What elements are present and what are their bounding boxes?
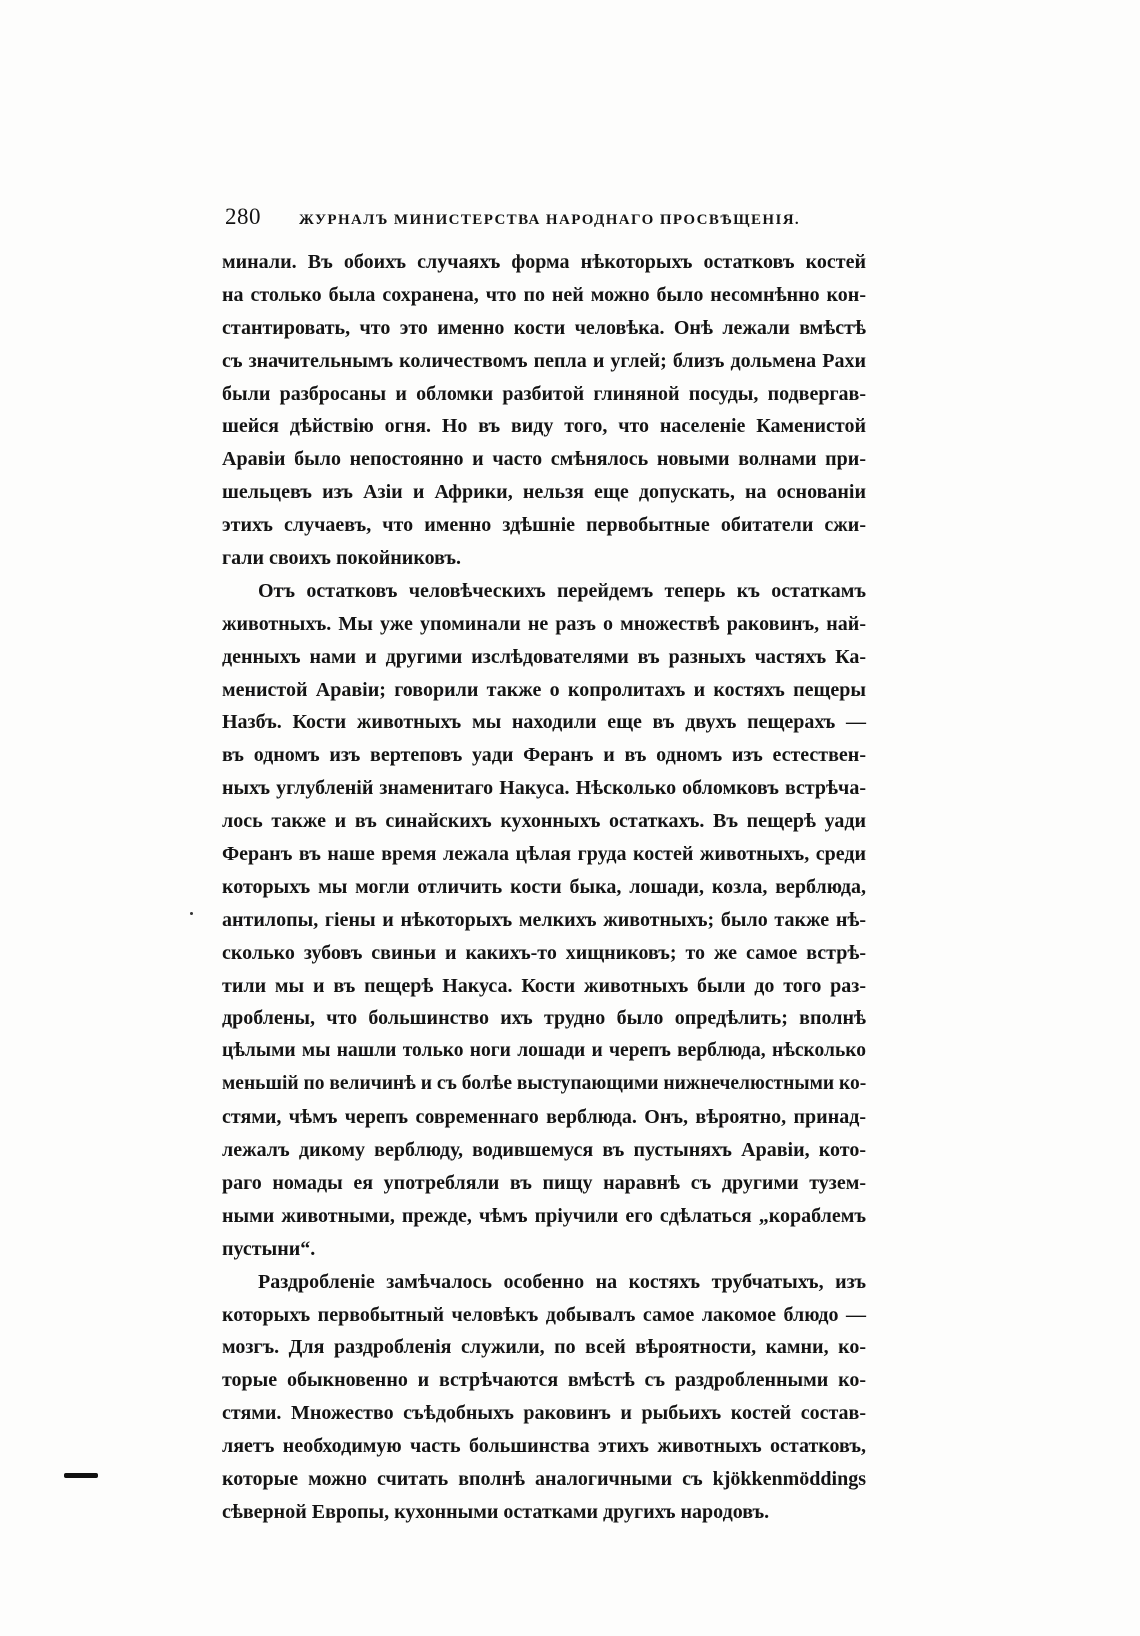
journal-title: ЖУРНАЛЪ МИНИСТЕРСТВА НАРОДНАГО ПРОСВѢЩЕНІЯ. bbox=[299, 212, 801, 228]
text-line: которыхъ первобытный человѣкъ добывалъ самое лакомое блюдо — bbox=[222, 1303, 866, 1326]
text-line: шейся дѣйствію огня. Но въ виду того, что населеніе Каменистой bbox=[222, 415, 866, 438]
text-line: минали. Въ обоихъ случаяхъ форма нѣкоторыхъ остатковъ костей bbox=[222, 251, 866, 273]
paragraph bbox=[222, 246, 866, 575]
text-line: которыхъ мы могли отличить кости быка, лошади, козла, верблюда, bbox=[222, 875, 866, 898]
text-line: меньшій по величинѣ и съ болѣе выступающими нижнечелюстными ко- bbox=[222, 1073, 867, 1095]
text-line: съ значительнымъ количествомъ пепла и углей; близъ дольмена Рахи bbox=[222, 349, 866, 372]
text-line: Феранъ въ наше время лежала цѣлая груда костей животныхъ, среди bbox=[222, 843, 866, 866]
text-line: животныхъ. Мы уже упоминали не разъ о множествѣ раковинъ, най- bbox=[222, 612, 866, 635]
text-line: раго номады ея употребляли въ пищу наравнѣ съ другими тузем- bbox=[222, 1171, 866, 1194]
margin-dash-mark bbox=[64, 1473, 98, 1478]
text-line: пустыни“. bbox=[222, 1237, 316, 1260]
text-line: Раздробленіе замѣчалось особенно на костяхъ трубчатыхъ, изъ bbox=[258, 1270, 866, 1293]
text-line: сѣверной Европы, кухонными остатками другихъ народовъ. bbox=[222, 1500, 770, 1523]
text-line: этихъ случаевъ, что именно здѣшніе первобытные обитатели сжи- bbox=[222, 514, 866, 537]
text-line: ныхъ углубленій знаменитаго Накуса. Нѣсколько обломковъ встрѣча- bbox=[222, 777, 866, 800]
text-line: стями, чѣмъ черепъ современнаго верблюда. Онъ, вѣроятно, принад- bbox=[222, 1106, 866, 1129]
text-line: на столько была сохранена, что по ней можно было несомнѣнно кон- bbox=[222, 283, 866, 306]
page-number: 280 bbox=[225, 204, 261, 229]
text-line: торые обыкновенно и встрѣчаются вмѣстѣ съ раздробленными ко- bbox=[222, 1369, 866, 1392]
body-text bbox=[222, 246, 866, 1529]
text-line: денныхъ нами и другими изслѣдователями въ разныхъ частяхъ Ка- bbox=[222, 645, 866, 668]
text-line: Отъ остатковъ человѣческихъ перейдемъ теперь къ остаткамъ bbox=[258, 579, 866, 602]
text-line: сколько зубовъ свиньи и какихъ-то хищниковъ; то же самое встрѣ- bbox=[222, 941, 866, 964]
text-line: которые можно считать вполнѣ аналогичными съ kjökkenmöddings bbox=[222, 1467, 866, 1490]
text-line: шельцевъ изъ Азіи и Африки, нельзя еще допускать, на основаніи bbox=[222, 481, 866, 504]
text-line: мозгъ. Для раздробленія служили, по всей вѣроятности, камни, ко- bbox=[222, 1336, 866, 1359]
text-line: тили мы и въ пещерѣ Накуса. Кости животныхъ были до того раз- bbox=[222, 974, 866, 997]
text-line: ными животными, прежде, чѣмъ пріучили его сдѣлаться „кораблемъ bbox=[222, 1204, 866, 1227]
text-line: дроблены, что большинство ихъ трудно было опредѣлить; вполнѣ bbox=[222, 1007, 866, 1030]
paragraph bbox=[222, 1266, 866, 1529]
text-line: антилопы, гіены и нѣкоторыхъ мелкихъ животныхъ; было также нѣ- bbox=[222, 908, 866, 931]
text-line: стантировать, что это именно кости человѣка. Онѣ лежали вмѣстѣ bbox=[222, 316, 866, 339]
text-line: лось также и въ синайскихъ кухонныхъ остаткахъ. Въ пещерѣ уади bbox=[222, 810, 866, 833]
text-line: лежалъ дикому верблюду, водившемуся въ пустыняхъ Аравіи, кото- bbox=[222, 1139, 866, 1162]
text-line: въ одномъ изъ вертеповъ уади Феранъ и въ одномъ изъ естествен- bbox=[222, 744, 866, 767]
paragraph bbox=[222, 575, 866, 1266]
text-line: Аравіи было непостоянно и часто смѣнялось новыми волнами при- bbox=[222, 448, 866, 471]
margin-dot-mark bbox=[190, 912, 193, 915]
text-line: были разбросаны и обломки разбитой глиняной посуды, подвергав- bbox=[222, 382, 866, 405]
text-line: ляетъ необходимую часть большинства этихъ животныхъ остатковъ, bbox=[222, 1435, 866, 1458]
running-head bbox=[225, 204, 855, 236]
text-line: стями. Множество съѣдобныхъ раковинъ и рыбьихъ костей состав- bbox=[222, 1402, 866, 1425]
text-line: менистой Аравіи; говорили также о копролитахъ и костяхъ пещеры bbox=[222, 678, 866, 701]
text-line: Назбъ. Кости животныхъ мы находили еще въ двухъ пещерахъ — bbox=[222, 711, 866, 734]
paragraphs bbox=[222, 246, 866, 1529]
text-line: гали своихъ покойниковъ. bbox=[222, 547, 462, 570]
text-line: цѣлыми мы нашли только ноги лошади и черепъ верблюда, нѣсколько bbox=[222, 1040, 866, 1062]
